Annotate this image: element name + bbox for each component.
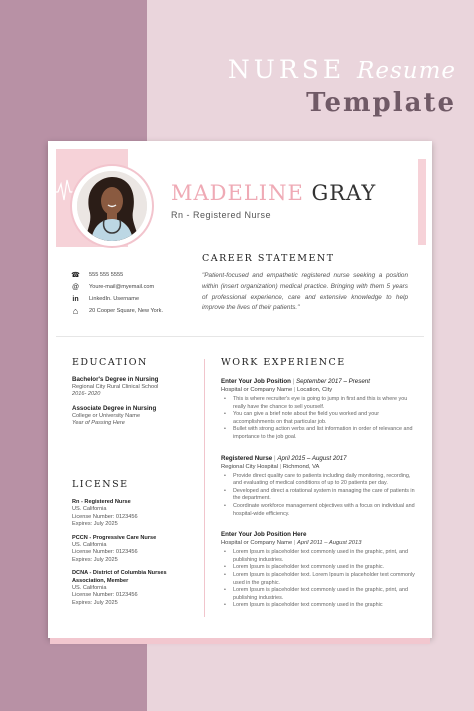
career-statement: "Patient-focused and empathetic registered nurse seeking a position within (insert organization) medical practice. Bringing with them 5 years of professional experience, care and extensive knowledge to help improve the lives of their patients.": [202, 272, 408, 312]
experience-heading: WORK EXPERIENCE: [221, 357, 346, 368]
career-heading: CAREER STATEMENT: [202, 253, 335, 264]
separator: |: [273, 454, 276, 462]
job-title-line: [221, 455, 417, 463]
license-state: US. California: [72, 585, 107, 592]
home-icon: ⌂: [72, 306, 79, 316]
promo-word-nurse: NURSE: [227, 55, 346, 84]
separator: |: [293, 387, 296, 393]
license-item: [72, 570, 197, 607]
profile-photo: [77, 171, 147, 241]
education-list: [72, 376, 197, 434]
contact-email-text: Youre-mail@myemail.com: [89, 284, 155, 290]
license-number: License Number: 0123456: [72, 513, 138, 520]
promo-word-template: Template: [306, 88, 456, 118]
bullet-item: • Lorem Ipsum is placeholder text commonly used in the graphic, print, and publishing industries.: [221, 549, 417, 564]
bullet-item: • Developed and direct a rotational system in managing the care of patients in the department.: [221, 488, 417, 503]
job-company-line: [221, 386, 417, 394]
job-company-line: [221, 539, 417, 547]
license-number: License Number: 0123456: [72, 592, 138, 599]
first-name: MADELINE: [171, 181, 304, 205]
bullet-item: • Lorem Ipsum is placeholder text commonly used in the graphic, print, and publishing industries.: [221, 587, 417, 602]
license-expires: Expires: July 2025: [72, 599, 118, 606]
contact-address: [70, 305, 163, 317]
years: Year of Passing Here: [72, 420, 125, 427]
promo-line-1: [228, 55, 456, 84]
at-icon: @: [71, 283, 80, 291]
linkedin-icon: in: [72, 295, 79, 303]
separator: |: [292, 378, 295, 385]
license-state: US. California: [72, 506, 107, 513]
license-name: DCNA - District of Columbia Nurses Association, Member: [72, 570, 167, 584]
candidate-name: [171, 181, 376, 205]
phone-icon: ☎: [71, 272, 80, 279]
job-company: Hospital or Company Name: [221, 387, 293, 393]
bullet-item: • This is where recruiter's eye is going to jump in first and this is where you really have the chance to sell yourself.: [221, 396, 417, 411]
bullet-item: • Lorem Ipsum is placeholder text. Lorem Ipsum is placeholder text commonly used in the graphic.: [221, 572, 417, 587]
candidate-title: Rn - Registered Nurse: [171, 210, 272, 220]
bullet-item: • Provide direct quality care to patients including daily monitoring, recording, and evaluating of medical conditions of up to 20 patients per day.: [221, 473, 417, 488]
education-item: [72, 405, 197, 428]
separator: |: [293, 540, 296, 547]
contact-phone-text: 555 555 5555: [89, 272, 124, 278]
license-name: Rn - Registered Nurse: [72, 499, 131, 505]
page-bottom-strip: [50, 638, 430, 644]
education-heading: EDUCATION: [72, 357, 148, 368]
years: 2016- 2020: [72, 391, 101, 398]
license-expires: Expires: July 2025: [72, 556, 118, 563]
nurse-portrait-icon: [77, 171, 147, 241]
job-title-line: [221, 378, 417, 386]
bullet-item: • Bullet with strong action verbs and list information in order of relevance and importance to the job goal.: [221, 426, 417, 441]
license-number: License Number: 0123456: [72, 549, 138, 556]
job-location: Location, City: [296, 387, 333, 393]
job-dates: April 2011 – August 2013: [296, 540, 362, 547]
job-entry: [221, 378, 417, 442]
section-divider: [56, 336, 424, 337]
job-dates: April 2015 – August 2017: [277, 454, 347, 462]
bullet-item: • You can give a brief note about the field you worked and your accomplishments on that particular job.: [221, 411, 417, 426]
school: Regional City Rural Clinical School: [72, 384, 159, 390]
job-position: Registered Nurse: [221, 454, 273, 462]
license-state: US. California: [72, 542, 107, 549]
license-list: [72, 499, 197, 613]
education-item: [72, 376, 197, 399]
job-location: Richmond, VA: [282, 463, 320, 470]
degree: Bachelor's Degree in Nursing: [72, 376, 159, 383]
job-bullets: [221, 396, 417, 442]
separator: |: [279, 463, 282, 470]
header-pink-accent: [418, 159, 426, 245]
job-bullets: [221, 473, 417, 519]
job-entry: [221, 455, 417, 519]
job-company: Hospital or Company Name: [221, 540, 293, 547]
contact-linkedin: [70, 293, 163, 305]
contact-phone: [70, 269, 163, 281]
bullet-item: • Coordinate workforce management objectives with a focus on individual and hospital-wide efficiency.: [221, 503, 417, 518]
experience-list: [221, 378, 417, 623]
contact-address-text: 20 Cooper Square, New York.: [89, 308, 164, 314]
contact-linkedin-text: LinkedIn. Username: [89, 296, 140, 302]
last-name: GRAY: [311, 181, 377, 205]
license-heading: LICENSE: [72, 479, 129, 490]
job-title-line: [221, 531, 417, 539]
job-entry: [221, 531, 417, 610]
job-company-line: [221, 463, 417, 471]
contact-email: [70, 281, 163, 293]
degree: Associate Degree in Nursing: [72, 404, 157, 412]
bullet-item: • Lorem Ipsum is placeholder text commonly used in the graphic.: [221, 564, 417, 572]
promo-word-resume: Resume: [357, 58, 456, 84]
license-item: [72, 535, 197, 565]
contact-list: [70, 269, 163, 317]
column-divider: [204, 359, 205, 617]
bullet-item: • Lorem Ipsum is placeholder text commonly used in the graphic: [221, 602, 417, 610]
resume-page: [48, 141, 432, 638]
job-company: Regional City Hospital: [221, 463, 279, 470]
job-position: Enter Your Job Position: [221, 378, 291, 385]
license-name: PCCN - Progressive Care Nurse: [72, 534, 157, 541]
promo-headline: [228, 55, 456, 118]
license-item: [72, 499, 197, 529]
job-bullets: [221, 549, 417, 610]
school: College or University Name: [72, 412, 141, 419]
job-position: Enter Your Job Position Here: [221, 531, 307, 539]
job-dates: September 2017 – Present: [295, 378, 370, 385]
license-expires: Expires: July 2025: [72, 521, 118, 528]
